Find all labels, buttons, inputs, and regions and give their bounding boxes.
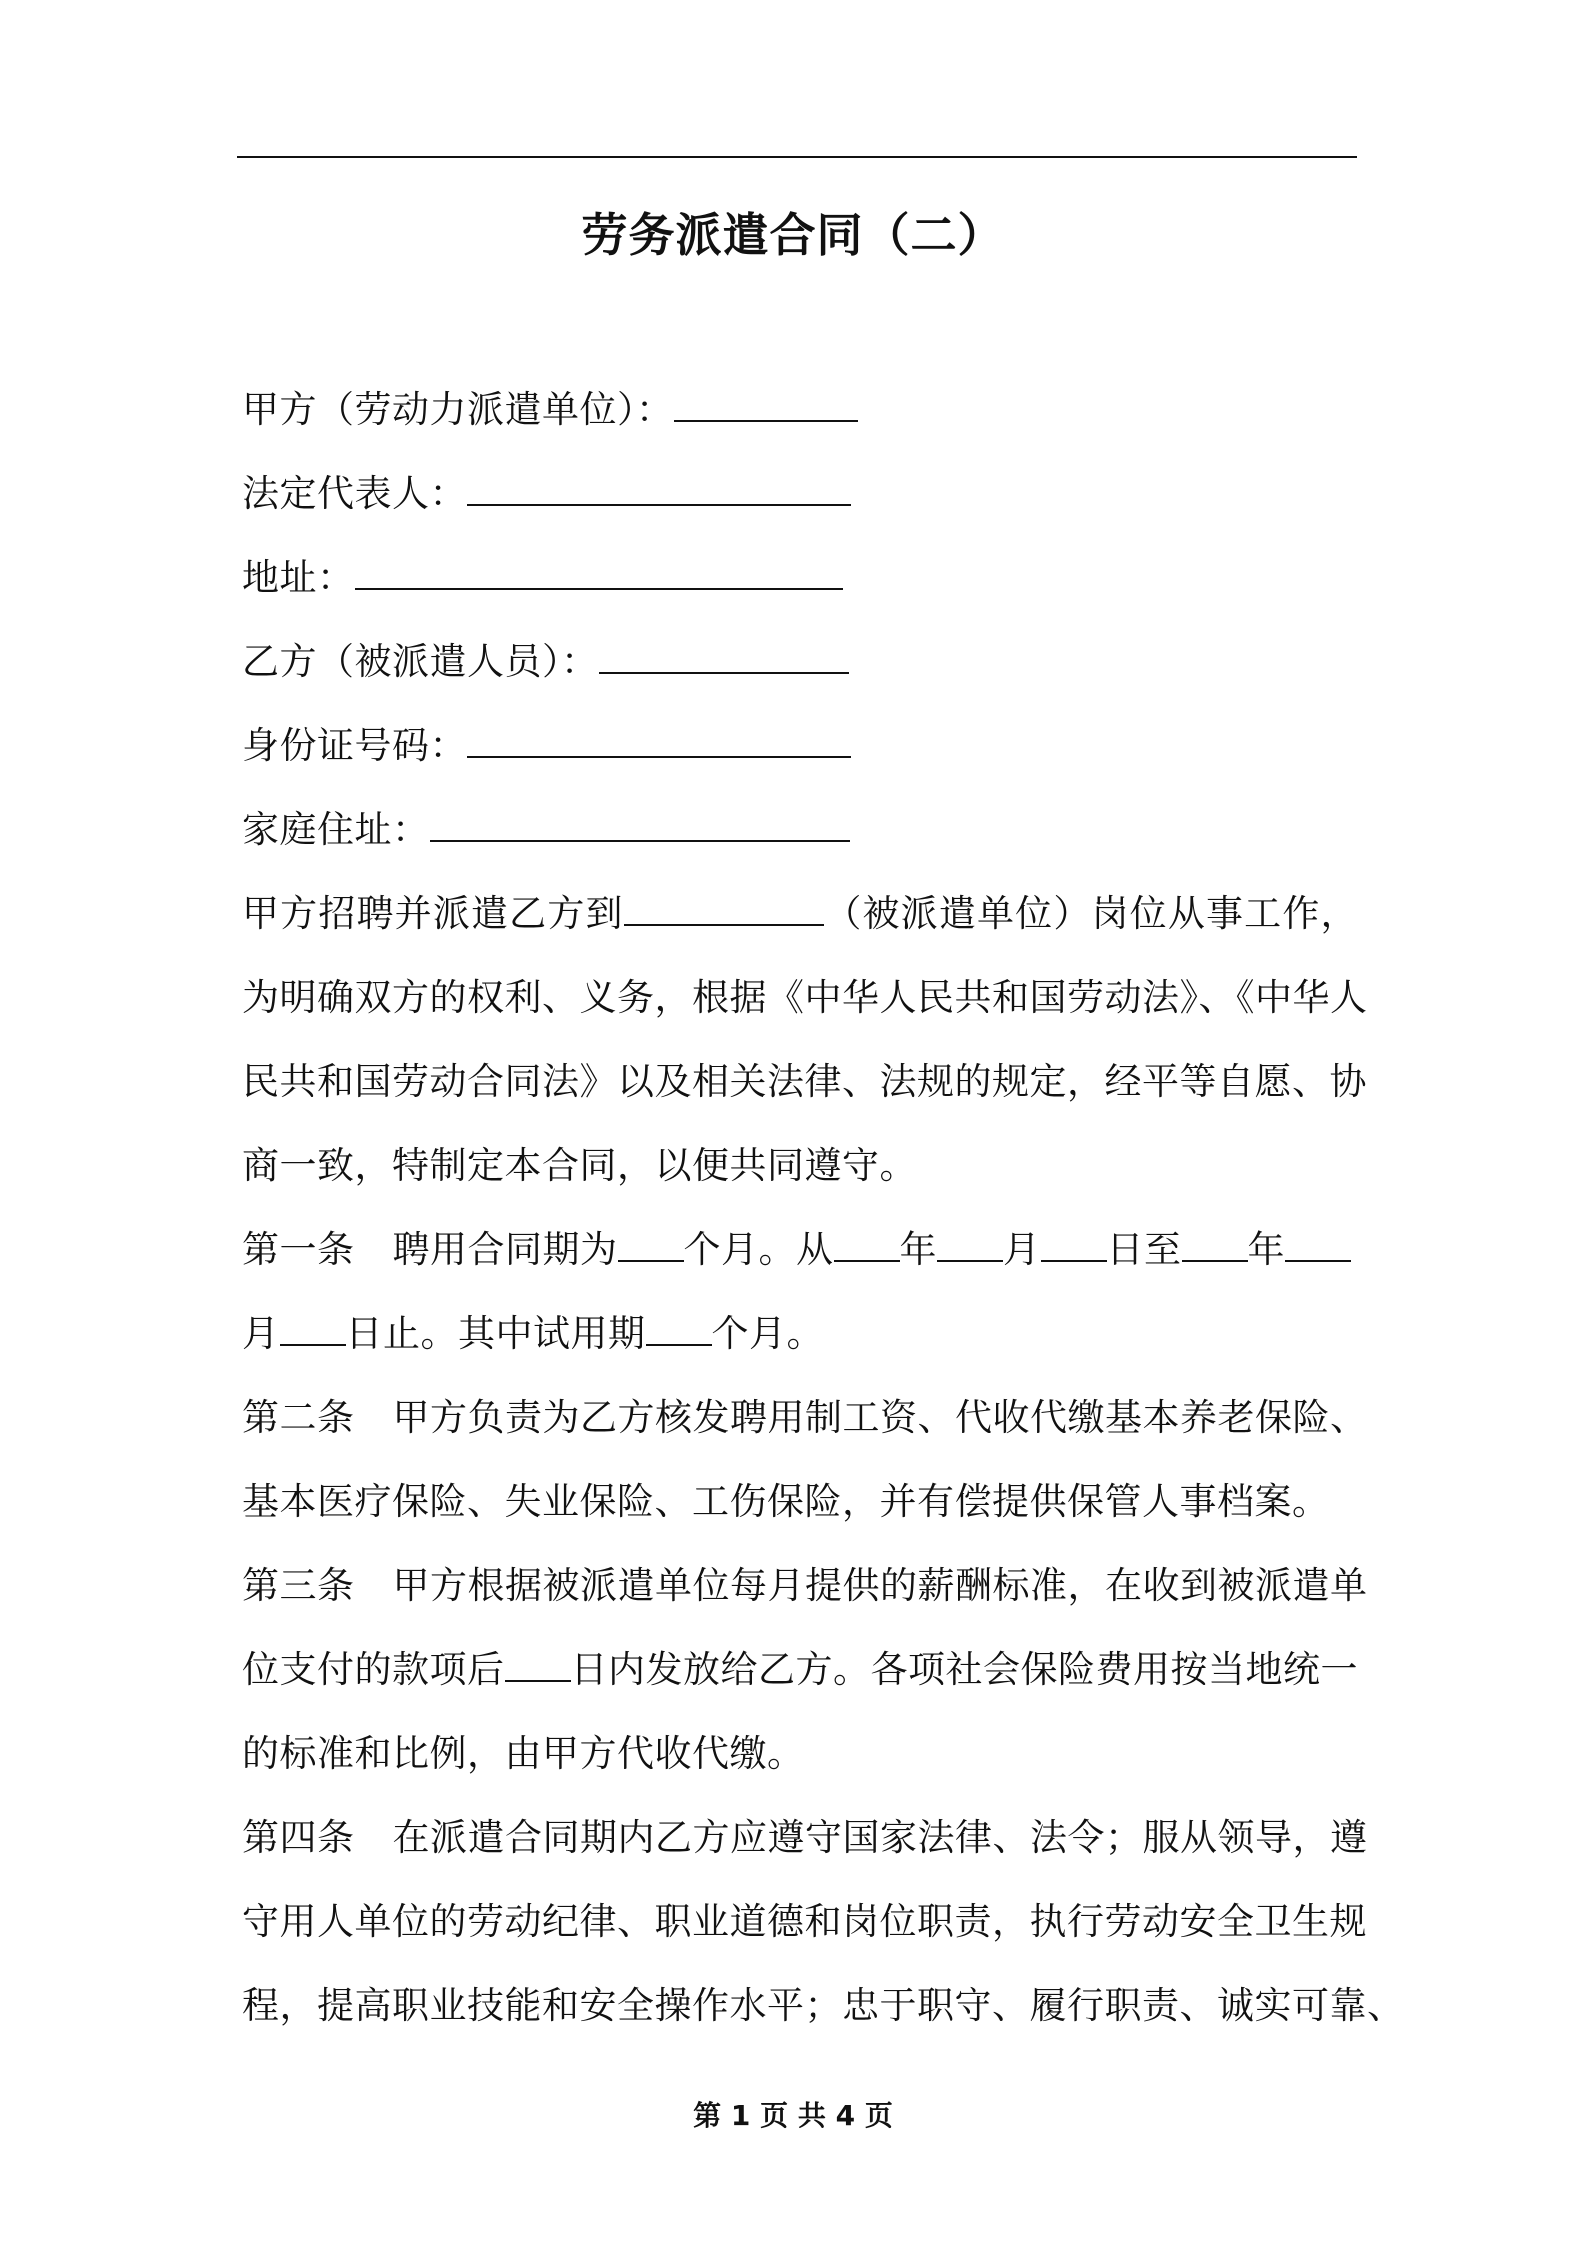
document-body [242,368,1405,2048]
payment-days-blank[interactable] [505,1650,571,1682]
article-1-text: 年 [899,1228,937,1271]
article-1-text: 个月。 [711,1312,824,1355]
start-year-blank[interactable] [834,1230,900,1262]
page-number: 第 1 页 共 4 页 [693,2099,893,2132]
home-address-field [242,788,1358,872]
header-rule [237,156,1357,158]
article-1-line-2 [242,1292,1358,1376]
article-3-text: 日内发放给乙方。各项社会保险费用按当地统一 [570,1648,1358,1691]
article-1-text: 日至 [1106,1228,1182,1271]
article-2-line-1 [242,1376,1368,1460]
article-4-line-2: 守用人单位的劳动纪律、职业道德和岗位职责，执行劳动安全卫生规 [242,1900,1367,1943]
party-b-field [242,620,1358,704]
article-1-line-1 [242,1208,1358,1292]
home-address-blank[interactable] [430,810,850,842]
article-1-text: 个月。从 [683,1228,834,1271]
article-2-text: 甲方负责为乙方核发聘用制工资、代收代缴基本养老保险、 [392,1396,1368,1439]
probation-months-blank[interactable] [646,1314,712,1346]
address-blank[interactable] [355,558,843,590]
party-a-label: 甲方（劳动力派遣单位）： [242,388,674,431]
article-3-line-1 [242,1544,1368,1628]
article-1-text: 月 [1003,1228,1041,1271]
start-month-blank[interactable] [937,1230,1003,1262]
legal-rep-field [242,452,1358,536]
end-day-blank[interactable] [280,1314,346,1346]
preamble-line-3: 民共和国劳动合同法》以及相关法律、法规的规定，经平等自愿、协 [242,1060,1367,1103]
article-4-heading: 第四条 [242,1816,355,1859]
article-4-line-1 [242,1796,1368,1880]
start-day-blank[interactable] [1041,1230,1107,1262]
article-1-text: 年 [1247,1228,1285,1271]
contract-months-blank[interactable] [618,1230,684,1262]
id-number-label: 身份证号码： [242,724,467,767]
article-3-line-3: 的标准和比例，由甲方代收代缴。 [242,1732,805,1775]
preamble-line-1 [242,872,1358,956]
dispatched-unit-blank[interactable] [624,894,824,926]
article-3-text: 位支付的款项后 [242,1648,505,1691]
article-2-line-2: 基本医疗保险、失业保险、工伤保险，并有偿提供保管人事档案。 [242,1480,1330,1523]
party-b-blank[interactable] [599,642,849,674]
address-label: 地址： [242,556,355,599]
article-3-text: 甲方根据被派遣单位每月提供的薪酬标准，在收到被派遣单 [392,1564,1368,1607]
end-month-blank[interactable] [1285,1230,1351,1262]
article-1-text: 聘用合同期为 [392,1228,618,1271]
document-title: 劳务派遣合同（二） [581,208,1005,262]
article-3-line-2 [242,1628,1358,1712]
article-1-heading: 第一条 [242,1228,355,1271]
article-3-heading: 第三条 [242,1564,355,1607]
id-number-blank[interactable] [467,726,851,758]
preamble-line-4: 商一致，特制定本合同，以便共同遵守。 [242,1144,917,1187]
article-1-text: 日止。其中试用期 [345,1312,646,1355]
address-field [242,536,1358,620]
preamble-text-1a: 甲方招聘并派遣乙方到 [242,892,624,935]
article-2-heading: 第二条 [242,1396,355,1439]
article-4-text: 在派遣合同期内乙方应遵守国家法律、法令；服从领导，遵 [392,1816,1368,1859]
id-number-field [242,704,1358,788]
home-address-label: 家庭住址： [242,808,430,851]
party-a-blank[interactable] [674,390,858,422]
end-year-blank[interactable] [1182,1230,1248,1262]
party-b-label: 乙方（被派遣人员）： [242,640,599,683]
party-a-field [242,368,1358,452]
preamble-text-1b: （被派遣单位）岗位从事工作， [823,892,1359,935]
preamble-line-2: 为明确双方的权利、义务，根据《中华人民共和国劳动法》、《中华人 [242,976,1368,1019]
article-4-line-3: 程，提高职业技能和安全操作水平；忠于职守、履行职责、诚实可靠、 [242,1984,1405,2027]
article-1-text: 月 [242,1312,280,1355]
legal-rep-label: 法定代表人： [242,472,467,515]
legal-rep-blank[interactable] [467,474,851,506]
